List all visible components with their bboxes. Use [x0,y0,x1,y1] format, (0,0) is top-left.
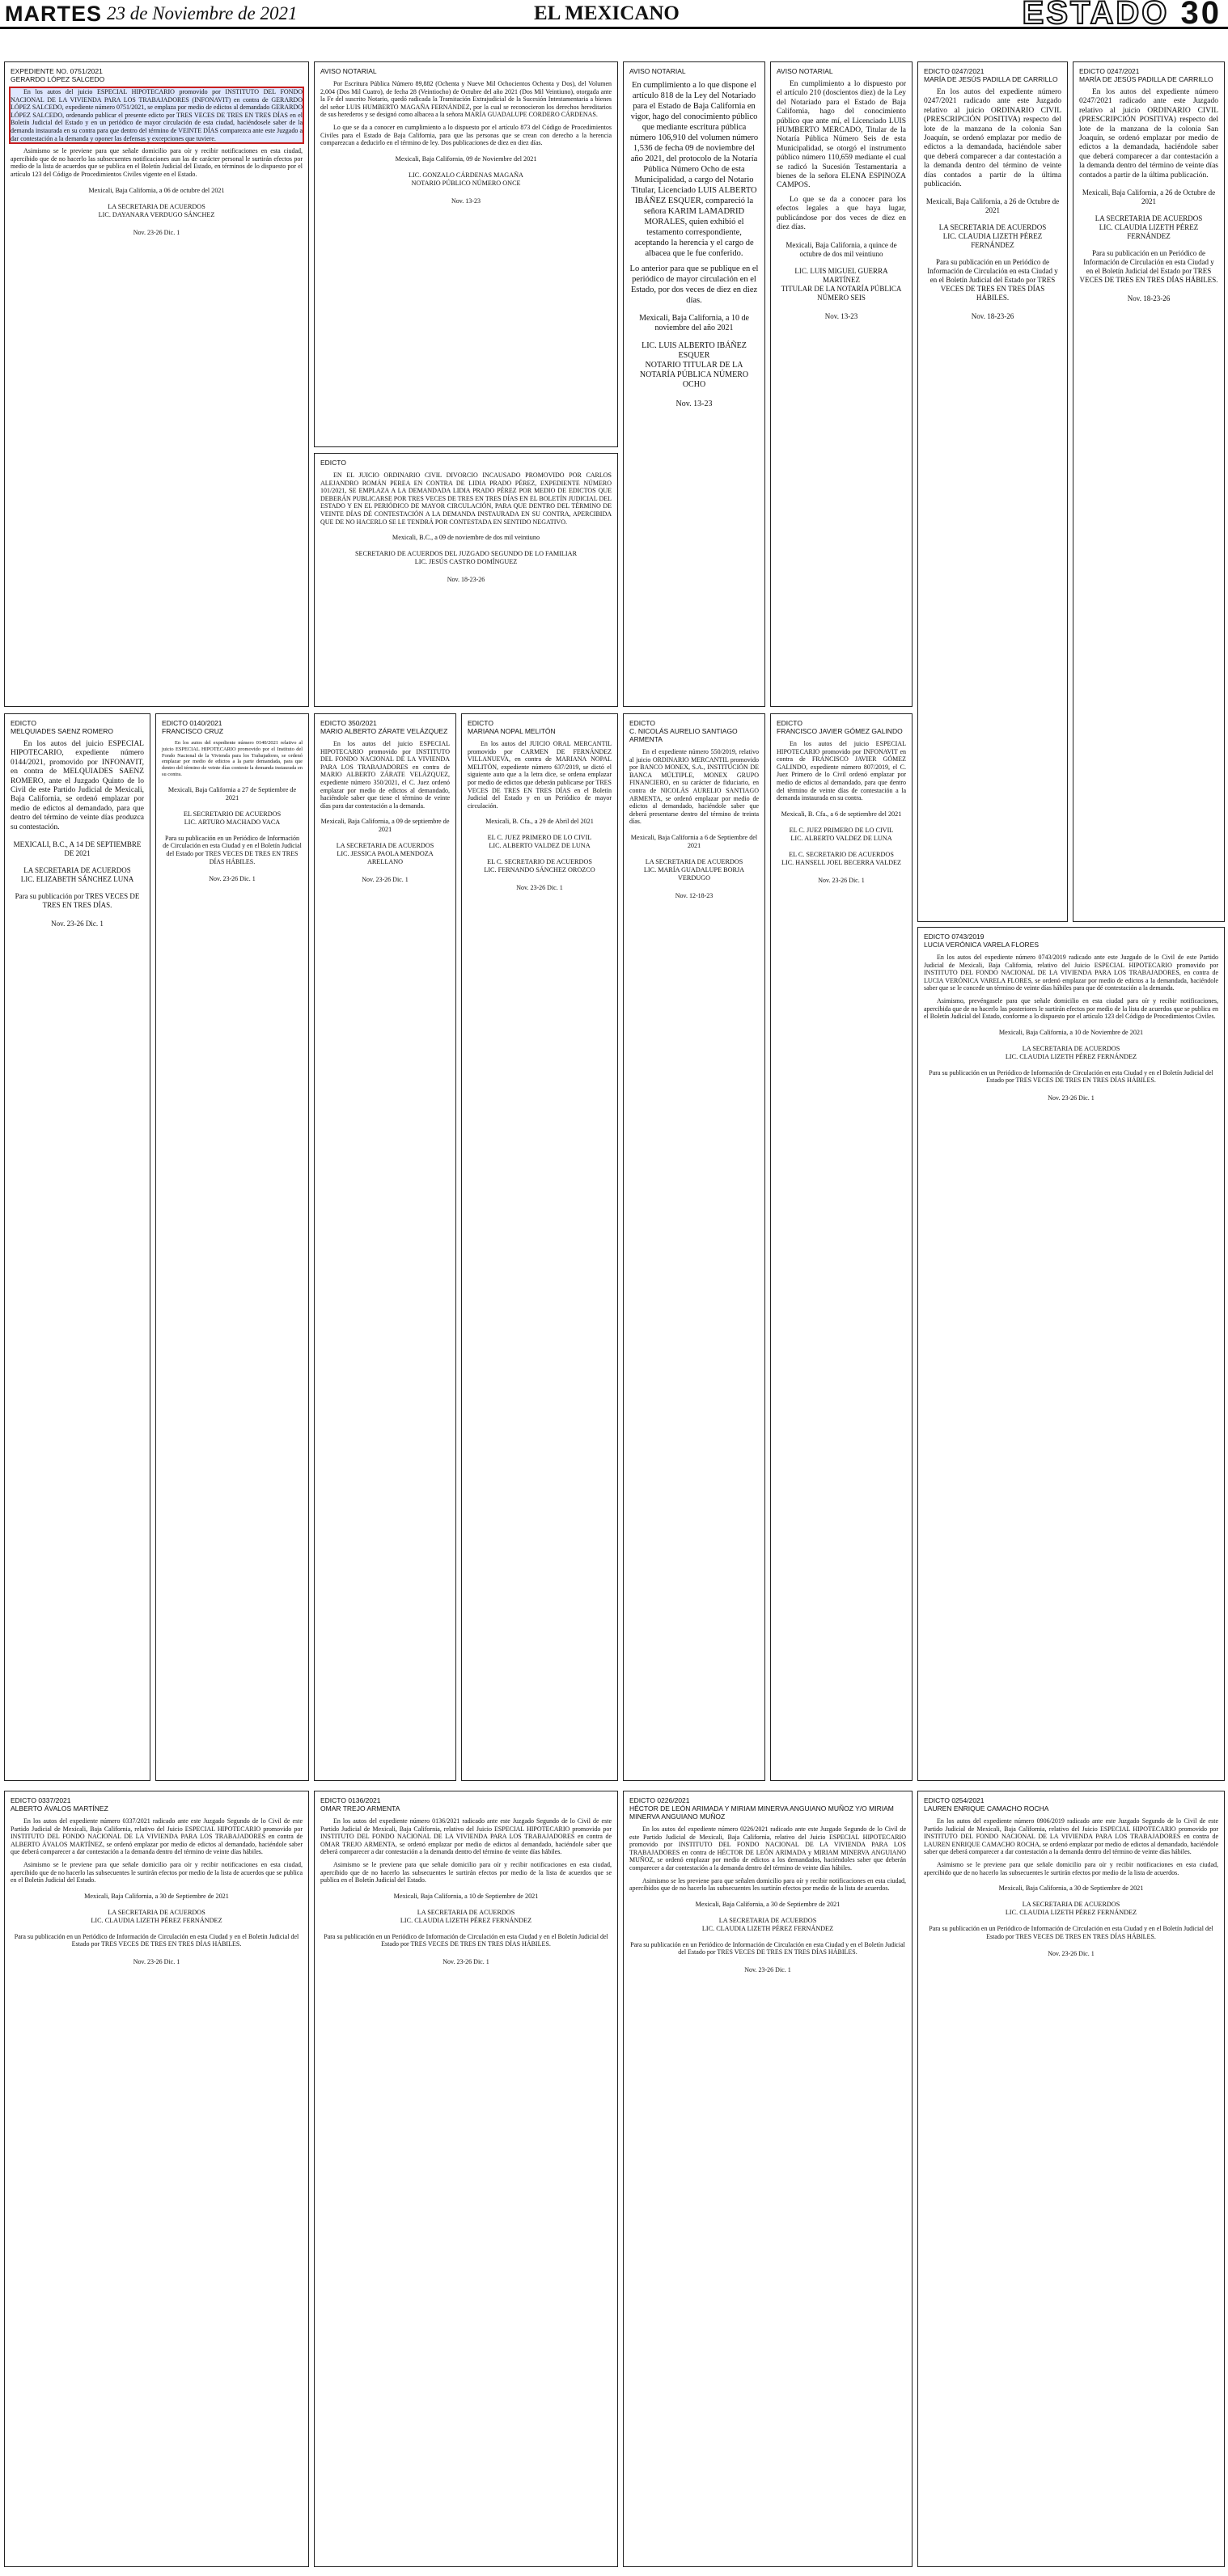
notice-paragraph: Lo que se da a conocer para los efectos legales a que haya lugar, publicándose por dos veces de diez en diez días. [777,195,906,232]
notice-header: EDICTO FRANCISCO JAVIER GÓMEZ GALINDO [777,719,903,735]
notice-publication-note: Para su publicación en un Periódico de Información de Circulación en esta Ciudad y en el Boletín Judicial del Estado por TRES VECES DE TRES EN TRES DÍAS HÁBILES. [927,258,1058,302]
notice-body [629,1825,906,1893]
notice-header: AVISO NOTARIAL [629,67,686,75]
masthead-date: 23 de Noviembre de 2021 [107,3,298,23]
notice-paragraph: En los autos del expediente número 0247/2021 radicado ante este Juzgado relativo al juicio ORDINARIO CIVIL (PRESCRIPCIÓN POSITIVA) respecto del lote de la manzana de la colonia San Joaquín, se ordenó emplazar por medio de edictos a la demandada, haciéndole saber que deberá comparecer a dar contestación a la demanda dentro del término de veinte días contados a partir de la última publicación. [1079,88,1218,180]
notice-header: AVISO NOTARIAL [777,67,833,75]
notice-publication-note: Para su publicación en un Periódico de Información de Circulación en esta Ciudad y en el Boletín Judicial del Estado por TRES VECES DE TRES EN TRES DÍAS HÁBILES. [1079,249,1218,285]
notice-paragraph: En los autos del expediente número 0337/2021 radicado ante este Juzgado Segundo de lo Civil de este Partido Judicial de Mexicali, Baja California, relativo del Juicio ESPECIAL HIPOTECARIO promovido por INSTITUTO DEL FONDO NACIONAL DE LA VIVIENDA PARA LOS TRABAJADORES en contra de ALBERTO ÁVALOS MARTÍNEZ, se ordenó emplazar por medio de edictos al demandado, haciéndole saber que deberá comparecer a dar contestación a la demanda dentro del término de veinte días hábiles. [11,1817,303,1856]
notice-paragraph: En los autos del expediente número 0140/2021 relativo al juicio ESPECIAL HIPOTECARIO promovido por el Instituto del Fondo Nacional de la Vivienda para los Trabajadores, se ordenó emplazar por medio de edictos a la parte demandada, para que dentro del término de veinte días conteste la demanda instaurada en su contra. [162,740,303,777]
notice-place-date: Mexicali, Baja California, 09 de Noviembre del 2021 [395,154,537,163]
legal-notice [314,713,456,1781]
notice-body [629,80,759,306]
notice-body [629,748,759,826]
notice-signature: LA SECRETARIA DE ACUERDOS LIC. CLAUDIA LIZETH PÉREZ FERNÁNDEZ [1005,1044,1137,1060]
legal-notice [623,713,765,1781]
notice-publication-dates: Nov. 23-26 Dic. 1 [1048,1950,1095,1958]
notice-place-date: Mexicali, Baja California, a 09 de septiembre de 2021 [320,818,450,834]
notice-body [320,1817,612,1884]
notice-signature: LA SECRETARIA DE ACUERDOS LIC. DAYANARA VERDUGO SÁNCHEZ [98,202,215,218]
notice-paragraph: Lo anterior para que se publique en el periódico de mayor circulación en el Estado, por dos veces de diez en diez días. [629,264,759,305]
notice-publication-note: Para su publicación en un Periódico de Información de Circulación en esta Ciudad y en el Boletín Judicial del Estado por TRES VECES DE TRES EN TRES DÍAS HÁBILES. [14,1932,299,1948]
notice-publication-note: Para su publicación en un Periódico de Información de Circulación en esta Ciudad y en el Boletín Judicial del Estado por TRES VECES DE TRES EN TRES DÍAS HÁBILES. [163,834,302,865]
notice-place-date: Mexicali, Baja California, a quince de octubre de dos mil veintiuno [785,240,897,258]
notice-header: EDICTO 0247/2021 MARÍA DE JESÚS PADILLA DE CARRILLO [1079,67,1213,83]
notice-header: EDICTO 0743/2019 LUCIA VERÓNICA VARELA FLORES [924,933,1040,949]
notice-header: EDICTO MELQUIADES SAENZ ROMERO [11,719,114,735]
notice-paragraph: En los autos del expediente número 0906/2019 radicado ante este Juzgado Segundo de lo Civil de este Partido Judicial de Mexicali, Baja California, relativo del Juicio ESPECIAL HIPOTECARIO promovido por INSTITUTO DEL FONDO NACIONAL DE LA VIVIENDA PARA LOS TRABAJADORES en contra de LAUREN ENRIQUE CAMACHO ROCHA, se ordenó emplazar por medio de edictos al demandado, haciéndole saber que deberá comparecer a dar contestación a la demanda dentro del término de veinte días hábiles. [924,1817,1218,1856]
notice-signature: LA SECRETARIA DE ACUERDOS LIC. CLAUDIA LIZETH PÉREZ FERNÁNDEZ [1095,214,1203,241]
notice-body [924,88,1061,189]
notice-header: EXPEDIENTE NO. 0751/2021 GERARDO LÓPEZ SALCEDO [11,67,105,83]
notice-header: EDICTO 0254/2021 LAUREN ENRIQUE CAMACHO ROCHA [924,1796,1049,1813]
notice-paragraph: En cumplimiento a lo dispuesto por el artículo 210 (doscientos diez) de la Ley del Notariado para el Estado de Baja California, hago del conocimiento público que ante mí, el Licenciado LUIS HUMBERTO MERCADO, Titular de la Notaría Pública Número Seis de esta Municipalidad, se otorgó el instrumento público número 110,659 mediante el cual se radicó la Sucesión Testamentaria a bienes de la señora ELENA ESPINOZA CAMPOS. [777,80,906,190]
notice-publication-dates: Nov. 23-26 Dic. 1 [1048,1093,1095,1102]
notice-publication-note: Para su publicación en un Periódico de Información de Circulación en esta Ciudad y en el Boletín Judicial del Estado por TRES VECES DE TRES EN TRES DÍAS HÁBILES. [630,1940,905,1956]
notice-paragraph: Asimismo se le previene para que señale domicilio para oír y recibir notificaciones en esta ciudad, apercibido que de no hacerlo las subsecuentes le surtirán efectos por medio de la lista de acuerdos que se publica en el Boletín Judicial del Estado. [320,1860,612,1884]
notice-place-date: Mexicali, Baja California, a 10 de noviembre del año 2021 [639,314,749,332]
notice-signature: LA SECRETARIA DE ACUERDOS LIC. ELIZABETH SÁNCHEZ LUNA [20,866,134,884]
legal-notice [314,453,618,707]
legal-notice [770,61,913,707]
notice-header: EDICTO 0337/2021 ALBERTO ÁVALOS MARTÍNEZ [11,1796,108,1813]
notice-signature: SECRETARIO DE ACUERDOS DEL JUZGADO SEGUNDO DE LO FAMILIAR LIC. JESÚS CASTRO DOMÍNGUEZ [354,550,578,566]
notice-paragraph: En los autos del JUICIO ORAL MERCANTIL promovido por CARMEN DE FERNÁNDEZ VILLANUEVA, en contra de MARIANA NOPAL MELITÓN, expediente número 637/2019, se dictó el siguiente auto que a la letra dice, se ordena emplazar por medio de edictos que deberán publicarse por TRES VECES DE TRES EN TRES DÍAS en el Boletín Judicial del Estado y en un Periódico de mayor circulación. [468,740,612,810]
notice-place-date: Mexicali, B. Cfa., a 6 de septiembre del 2021 [781,810,902,818]
notice-header: EDICTO 0136/2021 OMAR TREJO ARMENTA [320,1796,400,1813]
notice-header: EDICTO 350/2021 MARIO ALBERTO ZÁRATE VELÁZQUEZ [320,719,448,735]
notice-place-date: Mexicali, Baja California, a 06 de octubre del 2021 [88,186,225,194]
legal-notice [623,1791,913,2567]
notice-paragraph: En cumplimiento a lo que dispone el artículo 818 de la Ley del Notariado para el Estado de Baja California en vigor, hago del conocimiento público que mediante escritura pública número 106,910 del volumen número 1,536 de fecha 09 de noviembre del año 2021, del protocolo de la Notaría Pública Número Ocho de esta Municipalidad, a cargo del Notario Titular, Licenciado LUIS ALBERTO IBÁÑEZ ESQUER, compareció la señora KARIM LAMADRID MORALES, quien exhibió el testamento correspondiente, aceptando la herencia y el cargo de albacea que le fue conferido. [629,81,759,258]
notice-place-date: Mexicali, Baja California, a 10 de Septiembre de 2021 [393,1892,539,1900]
notice-signature: LA SECRETARIA DE ACUERDOS LIC. CLAUDIA LIZETH PÉREZ FERNÁNDEZ [91,1908,222,1924]
notice-publication-dates: Nov. 18-23-26 [447,576,485,584]
masthead-paper-name: EL MEXICANO [534,2,680,24]
notice-publication-dates: Nov. 13-23 [824,311,858,320]
notice-body [924,1817,1218,1876]
legal-notice [155,713,309,1781]
notice-body [162,740,303,778]
notice-paragraph: En los autos del juicio ESPECIAL HIPOTECARIO, expediente número 0144/2021, promovido por INFONAVIT, en contra de MELQUIADES SAENZ ROMERO, ante el Juzgado Quinto de lo Civil de este Partido Judicial de Mexicali, Baja California, se ordenó emplazar por medio de edictos al demandado, para que dentro del término de veinte días produzca su contestación. [11,740,144,831]
notice-header: EDICTO 0226/2021 HÉCTOR DE LEÓN ARIMADA Y MIRIAM MINERVA ANGUIANO MUÑOZ Y/O MIRIAM MINERVA ANGUIANO MUÑOZ [629,1796,894,1821]
notice-signature: EL SECRETARIO DE ACUERDOS LIC. ARTURO MACHADO VACA [183,810,282,826]
notice-publication-dates: Nov. 23-26 Dic. 1 [818,876,865,884]
notice-place-date: Mexicali, Baja California, a 10 de Noviembre de 2021 [998,1028,1144,1036]
notice-signature: EL C. JUEZ PRIMERO DE LO CIVIL LIC. ALBERTO VALDEZ DE LUNA EL C. SECRETARIO DE ACUERDOS LIC. HANSELL JOEL BECERRA VALDEZ [781,826,902,866]
notice-place-date: Mexicali, B.C., a 09 de noviembre de dos mil veintiuno [392,534,540,542]
notice-place-date: Mexicali, Baja California, a 30 de Septiembre de 2021 [84,1892,229,1900]
notice-place-date: MEXICALI, B.C., A 14 DE SEPTIEMBRE DE 2021 [13,840,142,858]
masthead-day: MARTES [5,2,102,26]
notice-publication-note: Para su publicación en un Periódico de Información de Circulación en esta Ciudad y en el Boletín Judicial del Estado por TRES VECES DE TRES EN TRES DÍAS HÁBILES. [324,1932,608,1948]
notice-body [924,954,1218,1021]
notice-signature: LA SECRETARIA DE ACUERDOS LIC. CLAUDIA LIZETH PÉREZ FERNÁNDEZ [400,1908,532,1924]
notice-signature: LA SECRETARIA DE ACUERDOS LIC. MARÍA GUADALUPE BORJA VERDUGO [643,857,745,882]
notice-signature: LA SECRETARIA DE ACUERDOS LIC. CLAUDIA LIZETH PÉREZ FERNÁNDEZ [701,1916,834,1932]
notice-header: EDICTO MARIANA NOPAL MELITÓN [468,719,556,735]
notice-body [320,472,612,526]
notice-publication-dates: Nov. 23-26 Dic. 1 [443,1957,489,1965]
notice-paragraph: En los autos del expediente número 0247/2021 radicado ante este Juzgado relativo al juicio ORDINARIO CIVIL (PRESCRIPCIÓN POSITIVA) respecto del lote de la manzana de la colonia San Joaquín, se ordenó emplazar por medio de edictos a la demandada, haciéndole saber que deberá comparecer a dar contestación a la demanda dentro del término de veinte días contados a partir de la última publicación. [924,88,1061,189]
notice-place-date: Mexicali, Baja California, a 30 de Septiembre de 2021 [998,1884,1144,1893]
notice-paragraph: EN EL JUICIO ORDINARIO CIVIL DIVORCIO INCAUSADO PROMOVIDO POR CARLOS ALEJANDRO ROMÁN PEREA EN CONTRA DE LIDIA PRADO PÉREZ, EXPEDIENTE NÚMERO 101/2021, SE EMPLAZA A LA DEMANDADA LIDIA PRADO PÉREZ POR MEDIO DE EDICTOS QUE DEBERÁN PUBLICARSE POR TRES VECES DE TRES EN TRES DÍAS EN EL BOLETÍN JUDICIAL DEL ESTADO Y EN EL PERIÓDICO DE MAYOR CIRCULACIÓN, PARA QUE DENTRO DEL TÉRMINO DE VEINTE DÍAS DÉ CONTESTACIÓN A LA DEMANDA INSTAURADA EN SU CONTRA, APERCIBIDA QUE DE NO HACERLO SE LE TENDRÁ POR CONTESTADA EN SENTIDO NEGATIVO. [320,472,612,526]
legal-notice [314,1791,618,2567]
notice-publication-dates: Nov. 18-23-26 [971,312,1014,321]
notice-publication-dates: Nov. 23-26 Dic. 1 [209,875,256,883]
notice-signature: LA SECRETARIA DE ACUERDOS LIC. CLAUDIA LIZETH PÉREZ FERNÁNDEZ [1005,1901,1137,1917]
notice-publication-note: Para su publicación en un Periódico de Información de Circulación en esta Ciudad y en el Boletín Judicial del Estado por TRES VECES DE TRES EN TRES DÍAS HÁBILES. [929,1068,1213,1085]
notice-publication-dates: Nov. 23-26 Dic. 1 [362,876,409,884]
notice-publication-dates: Nov. 23-26 Dic. 1 [744,1965,791,1973]
legal-notice [4,1791,309,2567]
notice-paragraph: Por Escritura Pública Número 89,882 (Ochenta y Nueve Mil Ochocientos Ochenta y Dos), del Volumen 2,004 (Dos Mil Cuatro), de fecha 28 (Veintiocho) de Octubre del año 2021 (Dos Mil Veintiuno), otorgada ante la Fe del suscrito Notario, quedó radicada la Tramitación Extrajudicial de la Sucesión Intestamentaria a bienes del señor LUIS HUMBERTO MAGAÑA FERNÁNDEZ, por la cual se reconocieron los derechos hereditarios de sus herederos y se designó como albacea a la señora MARÍA GUADALUPE CORDERO CÁRDENAS. [320,80,612,119]
masthead [0,0,1228,29]
notice-publication-dates: Nov. 23-26 Dic. 1 [51,920,104,928]
notice-signature: LA SECRETARIA DE ACUERDOS LIC. JESSICA PAOLA MENDOZA ARELLANO [336,842,434,866]
masthead-section-label: ESTADO [1022,0,1170,31]
notice-paragraph: Asimismo se le previene para que señale domicilio para oír y recibir notificaciones en esta ciudad, apercibido que de no hacerlo las subsecuentes le surtirán efectos por medio de la lista de acuerdos que se publica en el Boletín Judicial del Estado. [11,1860,303,1884]
notice-publication-dates: Nov. 23-26 Dic. 1 [133,1957,180,1965]
notice-body [320,740,450,810]
notice-signature: LIC. LUIS MIGUEL GUERRA MARTÍNEZ TITULAR DE LA NOTARÍA PÚBLICA NÚMERO SEIS [781,266,902,302]
notice-publication-dates: Nov. 13-23 [451,197,481,205]
notice-header: EDICTO 0247/2021 MARÍA DE JESÚS PADILLA DE CARRILLO [924,67,1058,83]
notice-place-date: Mexicali, Baja California, a 26 de Octubre de 2021 [1082,188,1216,206]
notice-signature: LA SECRETARIA DE ACUERDOS LIC. CLAUDIA LIZETH PÉREZ FERNÁNDEZ [938,223,1047,250]
notice-body [11,1817,303,1884]
notice-paragraph: Asimismo, prevéngasele para que señale domicilio en esta ciudad para oír y recibir notificaciones, apercibida que de no hacerlo las posteriores le surtirán efectos por medio de la lista de acuerdos que se publica en el Boletín Judicial del Estado, conforme a lo dispuesto por el artículo 123 del Código de Procedimientos Civiles. [924,996,1218,1021]
notice-publication-note: Para su publicación por TRES VECES DE TRES EN TRES DÍAS. [15,892,140,910]
notice-body [320,80,612,147]
legal-notice [770,713,913,1781]
legal-notice [917,61,1068,922]
notice-paragraph: En los autos del juicio ESPECIAL HIPOTECARIO promovido por INSTITUTO DEL FONDO NACIONAL DE LA VIVIENDA PARA LOS TRABAJADORES (INFONAVIT) en contra de GERARDO LÓPEZ SALCEDO, expediente número 0751/2021, se emplaza por medio de edictos al demandado GERARDO LÓPEZ SALCEDO, ordenando publicar el presente edicto por TRES VECES DE TRES EN TRES DÍAS en el Boletín Judicial del Estado y en un periódico de mayor circulación de esta ciudad, haciéndosele saber de la demanda instaurada en su contra para que dentro del término de VEINTE DÍAS comparezca ante este Juzgado a dar contestación a la demanda y oponer las defensas y excepciones que tuviere. [11,88,303,142]
notice-paragraph: En los autos del juicio ESPECIAL HIPOTECARIO promovido por INSTITUTO DEL FONDO NACIONAL DE LA VIVIENDA PARA LOS TRABAJADORES en contra de MARIO ALBERTO ZÁRATE VELÁZQUEZ, expediente número 350/2021, el C. Juez ordenó emplazar por medio de edictos al demandado, haciéndole saber que tiene el término de veinte días para dar contestación a la demanda. [320,740,450,810]
notice-publication-dates: Nov. 13-23 [675,400,713,408]
notice-body [777,740,906,802]
notice-body [1079,88,1218,180]
notice-paragraph: En los autos del expediente número 0743/2019 radicado ante este Juzgado de lo Civil de este Partido Judicial de Mexicali, Baja California, relativo del Juicio ESPECIAL HIPOTECARIO promovido por INSTITUTO DEL FONDO NACIONAL DE LA VIVIENDA PARA LOS TRABAJADORES, en contra de LUCIA VERÓNICA VARELA FLORES, se ordenó emplazar por medio de edictos a la demandada, haciéndole saber que se le concede un término de veinte días hábiles para que dé contestación a la demanda. [924,954,1218,992]
notice-place-date: Mexicali, Baja California a 6 de Septiembre del 2021 [630,833,758,849]
notice-paragraph: Lo que se da a conocer en cumplimiento a lo dispuesto por el artículo 873 del Código de Procedimientos Civiles para el Estado de Baja California, para que las personas que se crean con derecho a la herencia comparezcan a deducirlo en el término de ley. Dos publicaciones de diez en diez días. [320,123,612,147]
notice-signature: EL C. JUEZ PRIMERO DE LO CIVIL LIC. ALBERTO VALDEZ DE LUNA EL C. SECRETARIO DE ACUERDOS LIC. FERNANDO SÁNCHEZ OROZCO [484,834,595,874]
masthead-section [1023,0,1222,32]
notice-paragraph: En los autos del juicio ESPECIAL HIPOTECARIO promovido por INFONAVIT en contra de FRANCISCO JAVIER GÓMEZ GALINDO, expediente número 807/2019, el C. Juez Primero de lo Civil ordenó emplazar por medio de edictos al demandado, para que dentro del término de veinte días de contestación a la demanda instaurada en su contra. [777,740,906,802]
notice-body [11,740,144,832]
legal-notice [623,61,765,707]
notice-paragraph: Asimismo se les previene para que señalen domicilio para oír y recibir notificaciones en esta ciudad, apercibidos que de no hacerlo las subsecuentes les surtirán efectos por medio de la lista de acuerdos. [629,1876,906,1893]
notice-place-date: Mexicali, Baja California, a 30 de Septiembre de 2021 [695,1900,841,1908]
notice-publication-dates: Nov. 18-23-26 [1127,294,1171,303]
notice-publication-dates: Nov. 12-18-23 [675,891,714,899]
legal-notice [4,61,309,707]
legal-notice [314,61,618,447]
notice-paragraph: En los autos del expediente número 0136/2021 radicado ante este Juzgado Segundo de lo Civil de este Partido Judicial de Mexicali, Baja California, relativo del Juicio ESPECIAL HIPOTECARIO promovido por INSTITUTO DEL FONDO NACIONAL DE LA VIVIENDA PARA LOS TRABAJADORES en contra de OMAR TREJO ARMENTA, se ordenó emplazar por medio de edictos al demandado, haciéndole saber que deberá comparecer a dar contestación a la demanda dentro del término de veinte días hábiles. [320,1817,612,1856]
legal-notice [917,927,1225,1781]
legal-notice [917,1791,1225,2567]
masthead-page-number: 30 [1180,0,1222,31]
notice-body [777,80,906,233]
legal-notice [1073,61,1225,922]
legal-notice [4,713,150,1781]
notice-header: EDICTO 0140/2021 FRANCISCO CRUZ [162,719,224,735]
notice-header: EDICTO C. NICOLÁS AURELIO SANTIAGO ARMENTA [629,719,738,743]
notice-header: AVISO NOTARIAL [320,67,377,75]
notice-place-date: Mexicali, B. Cfa., a 29 de Abril del 2021 [485,818,594,826]
notice-header: EDICTO [320,459,346,467]
notice-body [468,740,612,810]
notice-paragraph: Asimismo se le previene para que señale domicilio para oír y recibir notificaciones en esta ciudad, apercibido que de no hacerlo las subsecuentes le surtirán efectos por medio de la lista de acuerdos. [924,1860,1218,1876]
legal-notice [461,713,618,1781]
notice-paragraph: En el expediente número 550/2019, relativo al juicio ORDINARIO MERCANTIL promovido por BANCO MONEX, S.A., INSTITUCIÓN DE BANCA MÚLTIPLE, MONEX GRUPO FINANCIERO, en su carácter de fiduciario, en contra de NICOLÁS AURELIO SANTIAGO ARMENTA, se ordenó emplazar por medio de edictos al demandado, haciéndole saber que deberá presentarse dentro del término de treinta días. [629,748,759,826]
notice-place-date: Mexicali, Baja California a 27 de Septiembre de 2021 [167,785,297,802]
notice-paragraph: En los autos del expediente número 0226/2021 radicado ante este Juzgado Segundo de lo Civil de este Partido Judicial de Mexicali, Baja California, relativo del Juicio ESPECIAL HIPOTECARIO promovido por INSTITUTO DEL FONDO NACIONAL DE LA VIVIENDA PARA LOS TRABAJADORES en contra de HÉCTOR DE LEÓN ARIMADA y MIRIAM MINERVA ANGUIANO MUÑOZ, se ordenó emplazar por medio de edictos a los demandados, haciéndoles saber que deberán comparecer a dar contestación a la demanda dentro del término de veinte días hábiles. [629,1825,906,1872]
notice-place-date: Mexicali, Baja California, a 26 de Octubre de 2021 [925,197,1060,215]
notice-signature: LIC. LUIS ALBERTO IBÁÑEZ ESQUER NOTARIO TITULAR DE LA NOTARÍA PÚBLICA NÚMERO OCHO [639,341,749,389]
notice-publication-note: Para su publicación en un Periódico de Información de Circulación en esta Ciudad y en el Boletín Judicial del Estado por TRES VECES DE TRES EN TRES DÍAS HÁBILES. [929,1925,1213,1940]
notice-paragraph: Asimismo se le previene para que señale domicilio para oír y recibir notificaciones en esta ciudad, apercibido que de no hacerlo las subsecuentes notificaciones aun las de carácter personal le surtirán efectos por medio de la lista de acuerdos que se publica en el Boletín Judicial del Estado, en términos de lo dispuesto por el artículo 123 del Código de Procedimientos Civiles vigente en el Estado. [11,147,303,178]
notice-body [11,88,303,179]
notice-signature: LIC. GONZALO CÁRDENAS MAGAÑA NOTARIO PÚBLICO NÚMERO ONCE [409,171,523,187]
notice-publication-dates: Nov. 23-26 Dic. 1 [516,884,563,892]
notice-publication-dates: Nov. 23-26 Dic. 1 [133,228,180,236]
